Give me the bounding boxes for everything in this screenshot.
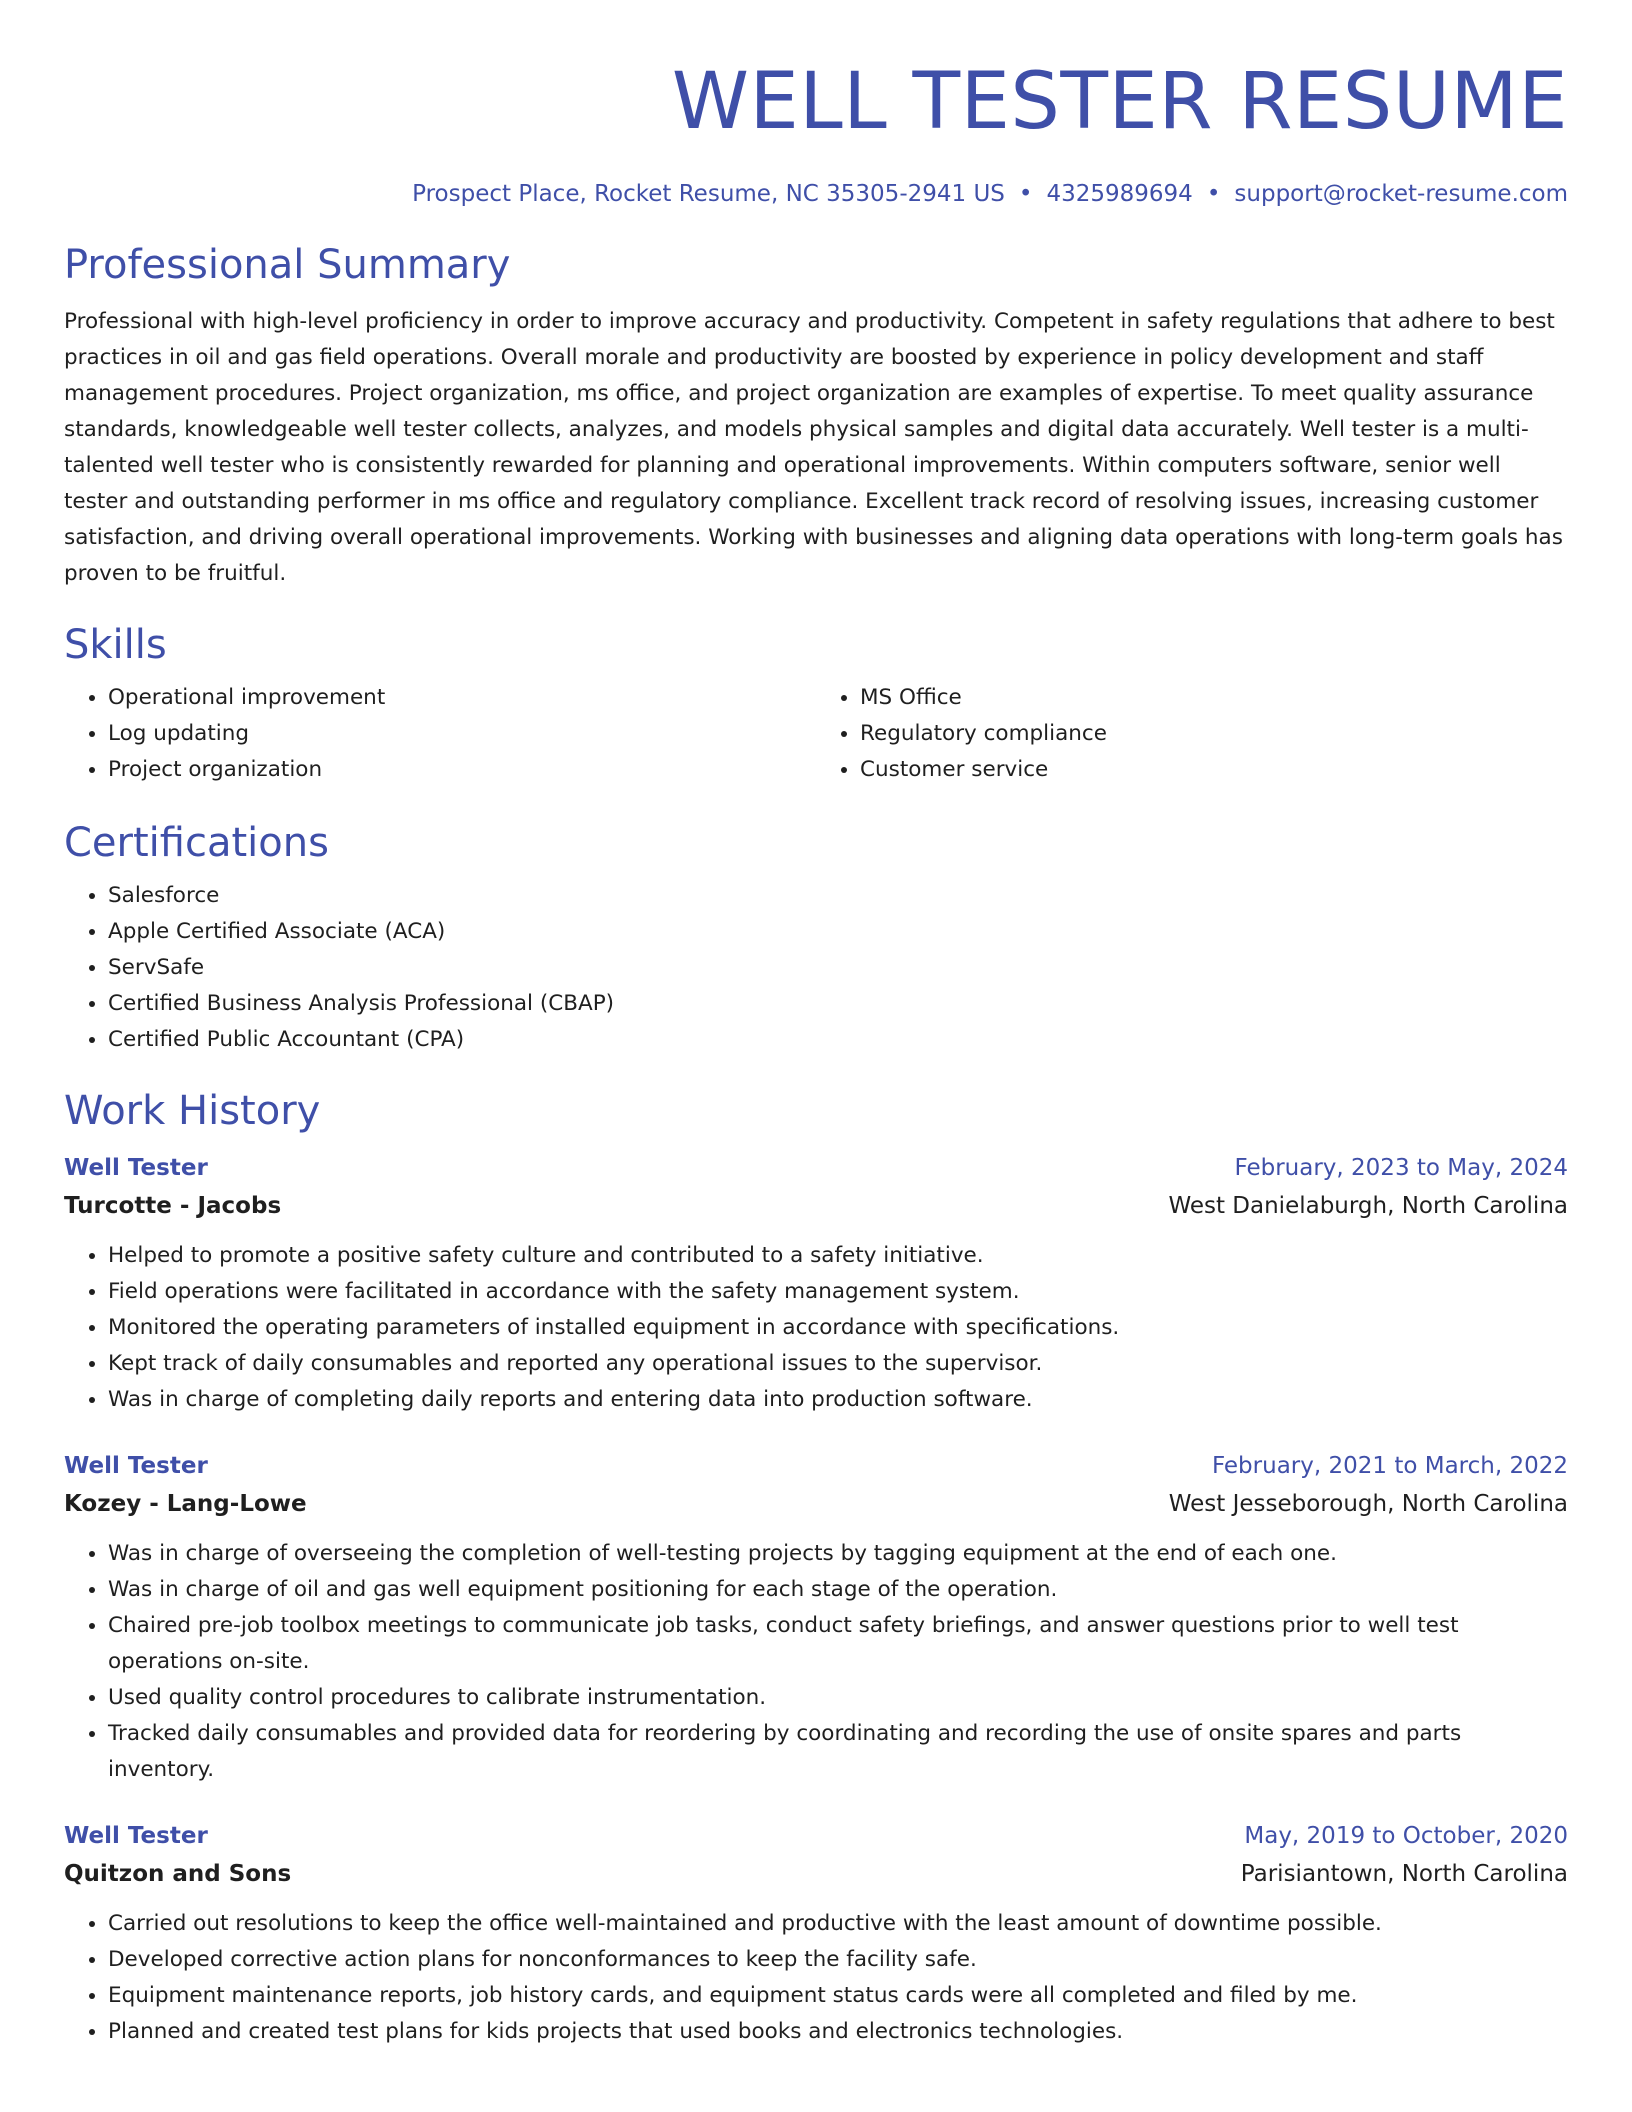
section-title-certifications: Certifications [64, 820, 329, 866]
job-header-row [64, 1150, 1568, 1186]
contact-email: support@rocket-resume.com [1234, 181, 1568, 207]
skills-columns [64, 680, 1568, 788]
job-bullets [64, 1238, 1568, 1418]
job-bullet: • Was in charge of completing daily reports and entering data into production software. [108, 1382, 1568, 1418]
summary-text: Professional with high-level proficiency in order to improve accuracy and productivity. Competent in safety regulations that adhere to best practices in oil and gas field operations. Overall morale and productivity are boosted by experience in policy development and staff management procedures. Project organization, ms office, and project organization are examples of expertise. To meet quality assurance standards, knowledgeable well tester collects, analyzes, and models physical samples and digital data accurately. Well tester is a multi-talented well tester who is consistently rewarded for planning and operational improvements. Within computers software, senior well tester and outstanding performer in ms office and regulatory compliance. Excellent track record of resolving issues, increasing customer satisfaction, and driving overall operational improvements. Working with businesses and aligning data operations with long-term goals has proven to be fruitful. [64, 309, 1563, 586]
job-company-row [64, 1854, 1568, 1894]
contact-separator: • [1206, 181, 1221, 207]
job-bullets [64, 1536, 1568, 1788]
contact-separator: • [1018, 181, 1033, 207]
job-company: Turcotte - Jacobs [64, 1193, 282, 1219]
section-title-skills: Skills [64, 622, 167, 668]
job-title: Well Tester [64, 1155, 208, 1181]
resume-title: WELL TESTER RESUME [671, 57, 1568, 147]
certification-item: • Salesforce [108, 878, 1568, 914]
skill-item: • Log updating [108, 716, 816, 752]
certification-item: • Certified Business Analysis Professional (CBAP) [108, 986, 1568, 1022]
contact-line [64, 178, 1568, 210]
job-bullet: • Was in charge of oil and gas well equipment positioning for each stage of the operation. [108, 1572, 1568, 1608]
job-title: Well Tester [64, 1823, 208, 1849]
resume-header [64, 52, 1568, 210]
certification-item: • ServSafe [108, 950, 1568, 986]
job-header-row [64, 1818, 1568, 1854]
job-entry [64, 1150, 1568, 1418]
job-dates: February, 2021 to March, 2022 [1211, 1453, 1568, 1479]
job-entry [64, 1448, 1568, 1788]
contact-phone: 4325989694 [1046, 181, 1193, 207]
job-bullet: • Carried out resolutions to keep the office well-maintained and productive with the least amount of downtime possible. [108, 1906, 1568, 1942]
job-dates: February, 2023 to May, 2024 [1234, 1155, 1568, 1181]
section-title-work-history: Work History [64, 1088, 321, 1134]
job-bullet: • Chaired pre-job toolbox meetings to communicate job tasks, conduct safety briefings, and answer questions prior to well test operations on-site. [108, 1608, 1568, 1680]
job-bullet: • Kept track of daily consumables and reported any operational issues to the supervisor. [108, 1346, 1568, 1382]
job-bullet: • Planned and created test plans for kids projects that used books and electronics technologies. [108, 2014, 1568, 2050]
job-header-row [64, 1448, 1568, 1484]
job-title: Well Tester [64, 1453, 208, 1479]
job-bullet: • Tracked daily consumables and provided data for reordering by coordinating and recording the use of onsite spares and parts inventory. [108, 1716, 1568, 1788]
job-company-row [64, 1186, 1568, 1226]
skill-item: • Operational improvement [108, 680, 816, 716]
job-company: Kozey - Lang-Lowe [64, 1491, 307, 1517]
job-bullet: • Field operations were facilitated in accordance with the safety management system. [108, 1274, 1568, 1310]
job-location: West Danielaburgh, North Carolina [1168, 1193, 1568, 1219]
job-bullet: • Was in charge of overseeing the completion of well-testing projects by tagging equipment at the end of each one. [108, 1536, 1568, 1572]
certifications-list [64, 878, 1568, 1058]
job-bullets [64, 1906, 1568, 2050]
skill-item: • MS Office [860, 680, 1568, 716]
skills-list-right [816, 680, 1568, 788]
job-bullet: • Helped to promote a positive safety culture and contributed to a safety initiative. [108, 1238, 1568, 1274]
job-location: Parisiantown, North Carolina [1240, 1861, 1568, 1887]
skill-item: • Project organization [108, 752, 816, 788]
job-dates: May, 2019 to October, 2020 [1244, 1823, 1568, 1849]
job-company-row [64, 1484, 1568, 1524]
job-company: Quitzon and Sons [64, 1861, 292, 1887]
certification-item: • Apple Certified Associate (ACA) [108, 914, 1568, 950]
certification-item: • Certified Public Accountant (CPA) [108, 1022, 1568, 1058]
job-location: West Jesseborough, North Carolina [1168, 1491, 1568, 1517]
job-entry [64, 1818, 1568, 2050]
skill-item: • Regulatory compliance [860, 716, 1568, 752]
job-bullet: • Equipment maintenance reports, job history cards, and equipment status cards were all completed and filed by me. [108, 1978, 1568, 2014]
job-bullet: • Used quality control procedures to calibrate instrumentation. [108, 1680, 1568, 1716]
job-bullet: • Developed corrective action plans for nonconformances to keep the facility safe. [108, 1942, 1568, 1978]
job-bullet: • Monitored the operating parameters of installed equipment in accordance with specifications. [108, 1310, 1568, 1346]
contact-address: Prospect Place, Rocket Resume, NC 35305-2941 US [412, 181, 1005, 207]
skill-item: • Customer service [860, 752, 1568, 788]
section-title-summary: Professional Summary [64, 242, 511, 288]
skills-list-left [64, 680, 816, 788]
